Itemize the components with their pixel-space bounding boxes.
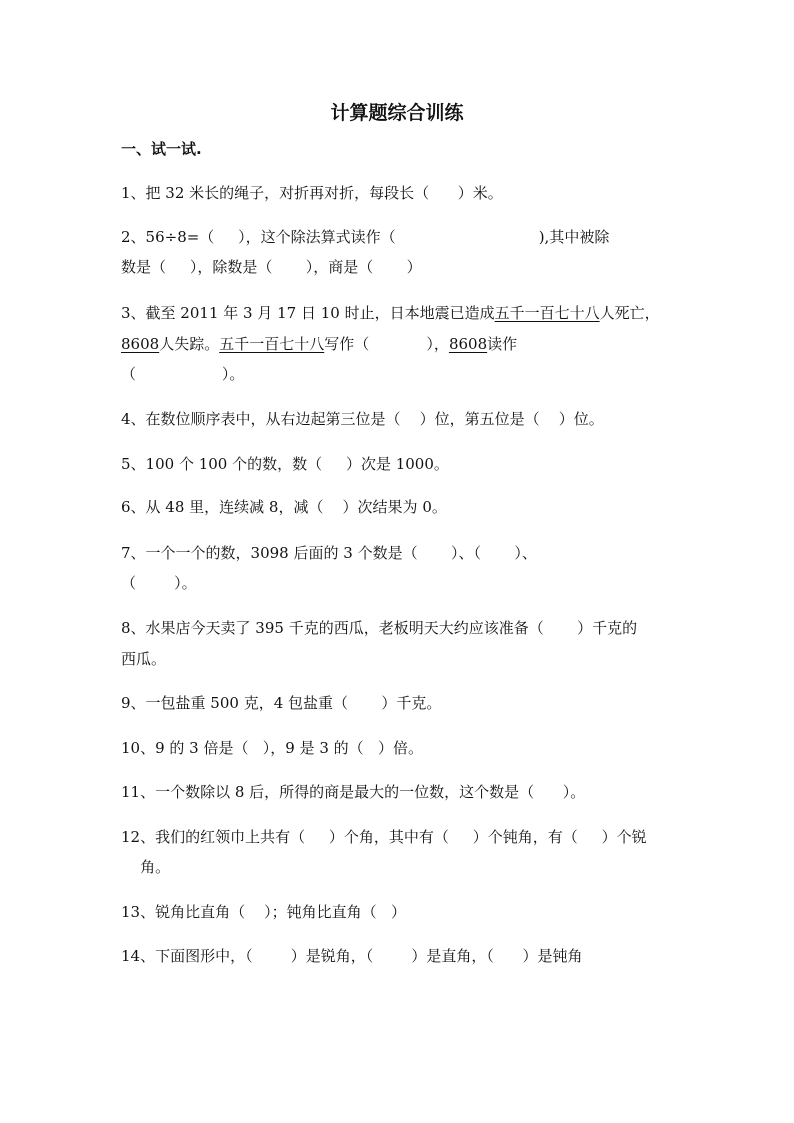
question-7-line-2: （ ）。 (121, 574, 197, 592)
question-10: 10、9 的 3 倍是（ ），9 是 3 的（ ）倍。 (121, 739, 423, 757)
q3-text: 3、截至 2011 年 3 月 17 日 10 时止，日本地震已造成 (121, 304, 495, 322)
q3-text: 人死亡， (599, 304, 660, 322)
question-4: 4、在数位顺序表中，从右边起第三位是（ ）位，第五位是（ ）位。 (121, 410, 604, 428)
worksheet-title: 计算题综合训练 (330, 102, 464, 124)
question-14: 14、下面图形中，（ ）是锐角，（ ）是直角，（ ）是钝角 (121, 947, 583, 965)
question-7-line-1: 7、一个一个的数，3098 后面的 3 个数是（ ）、（ ）、 (121, 544, 537, 562)
section-heading: 一、试一试. (121, 140, 202, 158)
question-1: 1、把 32 米长的绳子，对折再对折，每段长（ ）米。 (121, 184, 503, 202)
question-2-line-2: 数是（ ），除数是（ ），商是（ ） (121, 258, 422, 276)
question-5: 5、100 个 100 个的数，数（ ）次是 1000。 (121, 455, 449, 473)
question-3-line-3: （ ）。 (121, 365, 245, 383)
question-12-line-1: 12、我们的红领巾上共有（ ）个角，其中有（ ）个钝角，有（ ）个锐 (121, 828, 647, 846)
q3-text: 人失踪。 (159, 335, 220, 353)
q3-underlined-number: 8608 (448, 335, 488, 353)
q3-underlined-number: 8608 (121, 335, 160, 353)
question-13: 13、锐角比直角（ ）；钝角比直角（ ） (121, 903, 406, 921)
q3-underlined-number: 五千一百七十八 (219, 335, 325, 353)
question-9: 9、一包盐重 500 克，4 包盐重（ ）千克。 (121, 694, 442, 712)
q3-text: 写作（ ）， (324, 335, 449, 353)
question-8-line-2: 西瓜。 (121, 650, 167, 668)
question-8-line-1: 8、水果店今天卖了 395 千克的西瓜，老板明天大约应该准备（ ）千克的 (121, 619, 638, 637)
question-3-line-2 (121, 334, 517, 354)
question-2-line-1: 2、56÷8=（ ），这个除法算式读作（ ),其中被除 (121, 228, 610, 246)
q3-text: 读作 (487, 335, 518, 353)
question-12-line-2: 角。 (121, 858, 171, 876)
question-11: 11、一个数除以 8 后，所得的商是最大的一位数，这个数是（ ）。 (121, 783, 586, 801)
q3-underlined-number: 五千一百七十八 (494, 304, 600, 322)
question-3-line-1 (121, 303, 660, 323)
question-6: 6、从 48 里，连续减 8，减（ ）次结果为 0。 (121, 498, 447, 516)
